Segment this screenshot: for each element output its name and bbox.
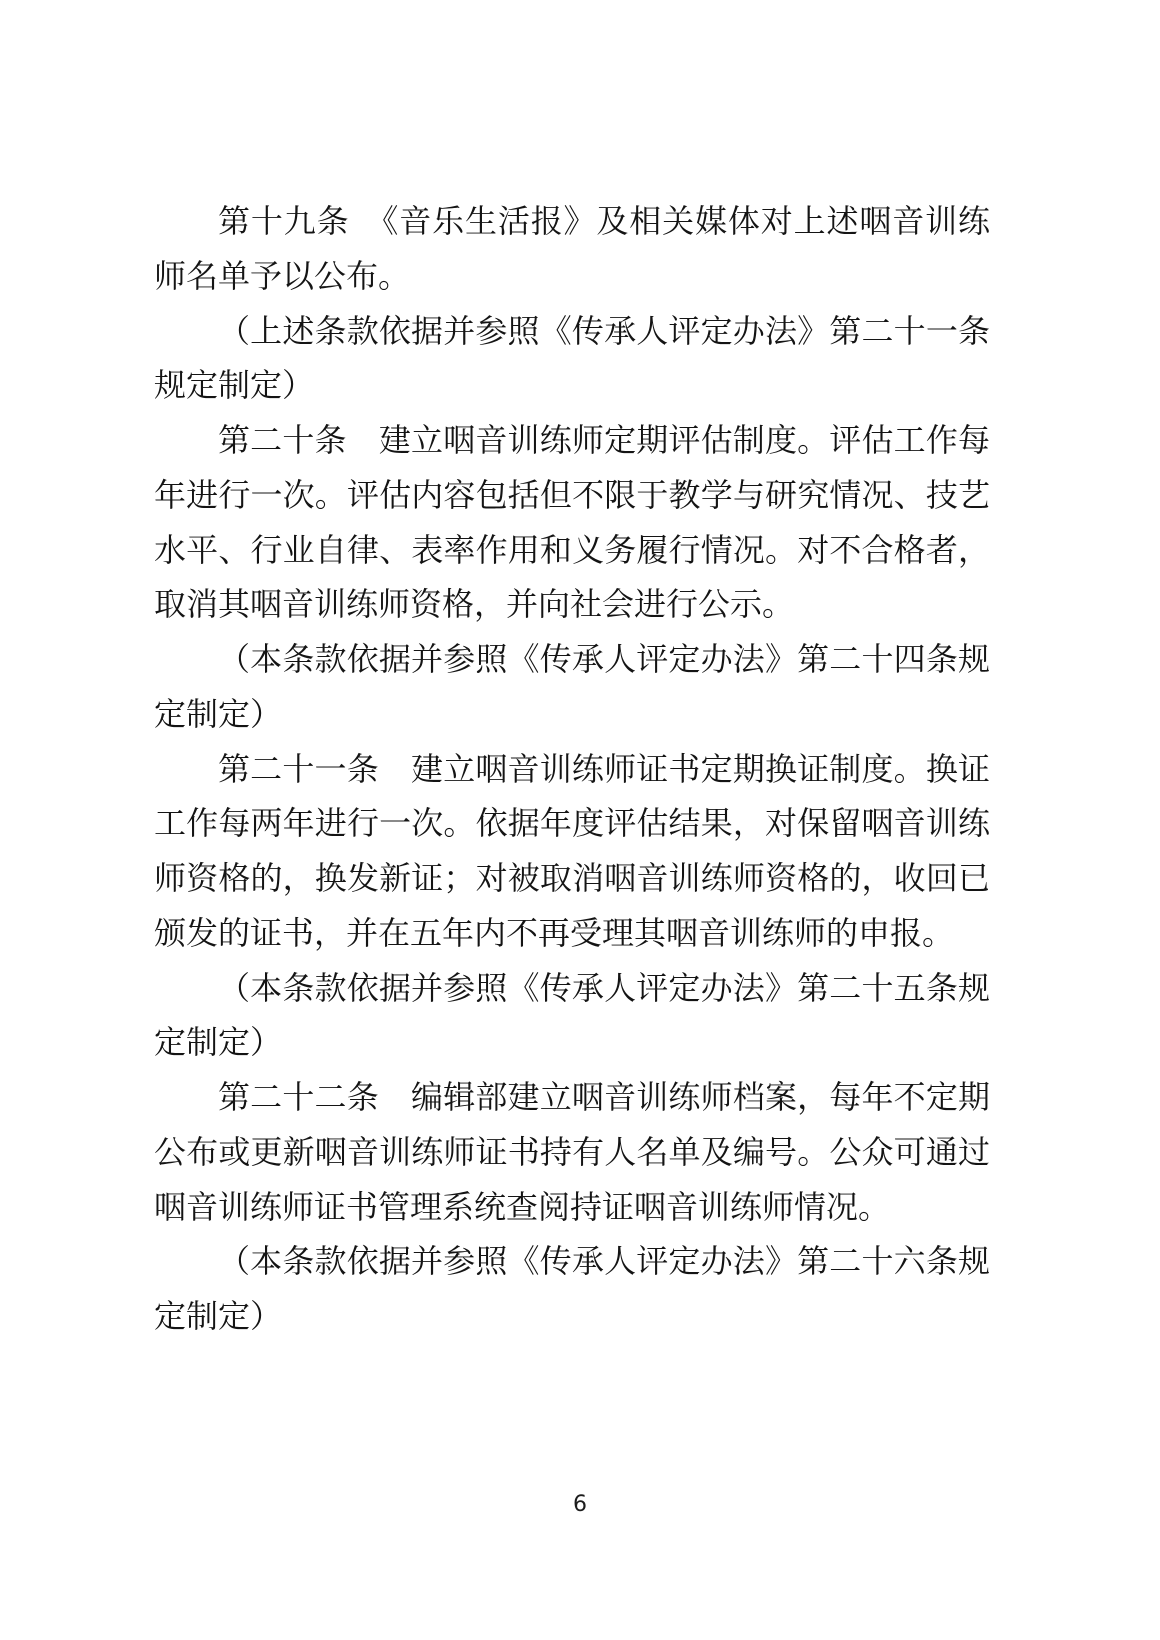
paragraph: 第二十条 建立咽音训练师定期评估制度。评估工作每年进行一次。评估内容包括但不限于教学与研究情况、技艺水平、行业自律、表率作用和义务履行情况。对不合格者，取消其咽音训练师资格，并向社会进行公示。 [154,422,990,623]
paragraph: （本条款依据并参照《传承人评定办法》第二十四条规定制定） [154,641,990,732]
document-body [154,194,990,1344]
paragraph: （本条款依据并参照《传承人评定办法》第二十六条规定制定） [154,1243,990,1334]
paragraph: （本条款依据并参照《传承人评定办法》第二十五条规定制定） [154,969,990,1061]
paragraph: （上述条款依据并参照《传承人评定办法》第二十一条规定制定） [154,312,990,404]
page-number: 6 [573,1492,587,1517]
paragraph: 第十九条 《音乐生活报》及相关媒体对上述咽音训练师名单予以公布。 [154,203,990,294]
paragraph: 第二十二条 编辑部建立咽音训练师档案，每年不定期公布或更新咽音训练师证书持有人名单及编号。公众可通过咽音训练师证书管理系统查阅持证咽音训练师情况。 [154,1079,990,1225]
paragraph: 第二十一条 建立咽音训练师证书定期换证制度。换证工作每两年进行一次。依据年度评估结果，对保留咽音训练师资格的，换发新证；对被取消咽音训练师资格的，收回已颁发的证书，并在五年内不再受理其咽音训练师的申报。 [154,750,990,951]
